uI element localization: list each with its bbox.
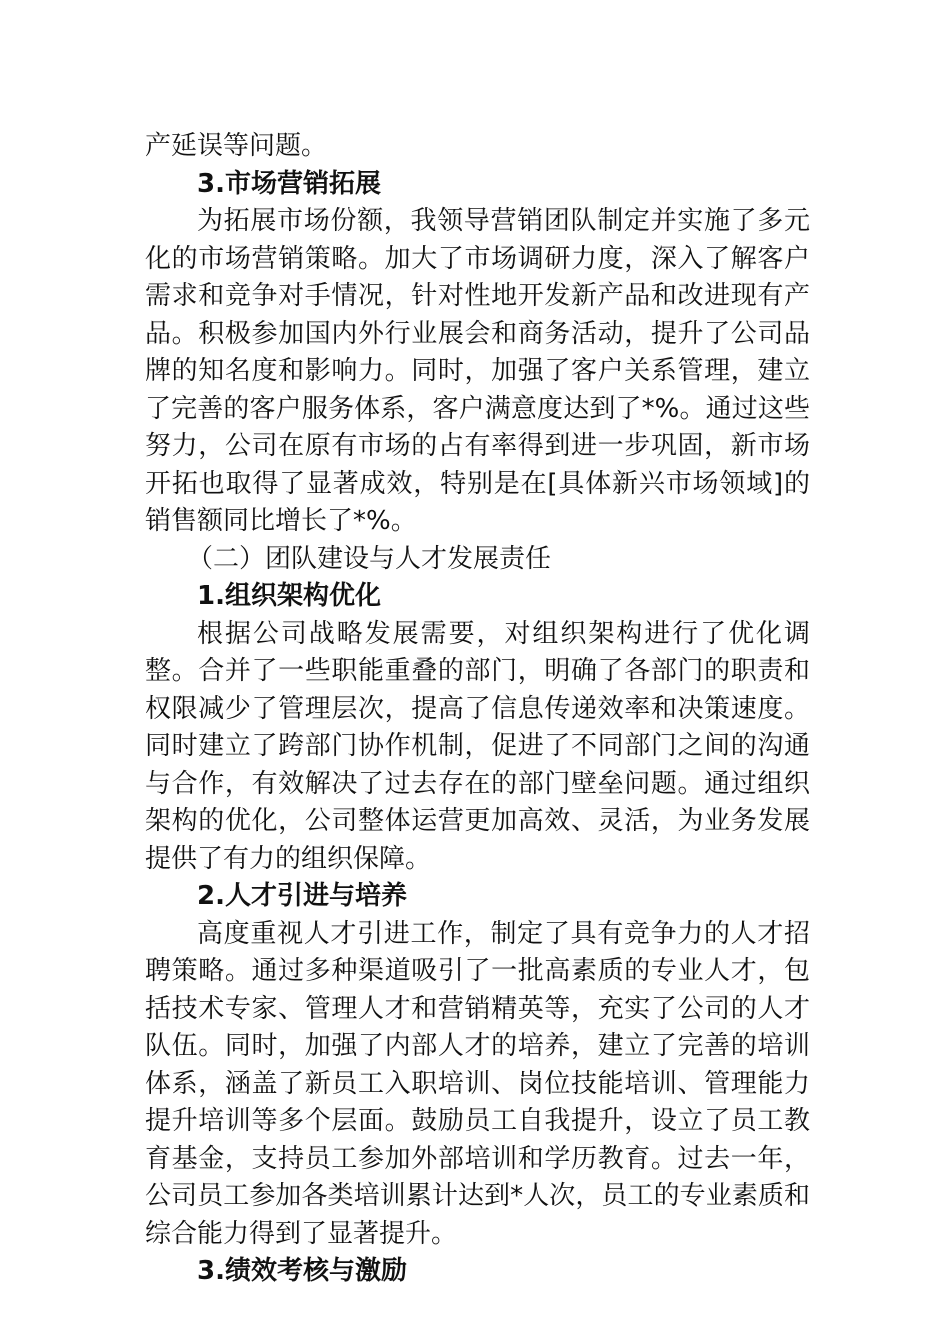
paragraph-org-structure: 根据公司战略发展需要，对组织架构进行了优化调整。合并了一些职能重叠的部门，明确了各部门的职责和权限减少了管理层次，提高了信息传递效率和决策速度。同时建立了跨部门协作机制，促进了不同部门之间的沟通与合作，有效解决了过去存在的部门壁垒问题。通过组织架构的优化，公司整体运营更加高效、灵活，为业务发展提供了有力的组织保障。 bbox=[145, 618, 810, 874]
heading-performance: 3.绩效考核与激励 bbox=[197, 1256, 407, 1286]
paragraph-talent: 高度重视人才引进工作，制定了具有竞争力的人才招聘策略。通过多种渠道吸引了一批高素质的专业人才，包括技术专家、管理人才和营销精英等，充实了公司的人才队伍。同时，加强了内部人才的培养，建立了完善的培训体系，涵盖了新员工入职培训、岗位技能培训、管理能力提升培训等多个层面。鼓励员工自我提升，设立了员工教育基金，支持员工参加外部培训和学历教育。过去一年，公司员工参加各类培训累计达到*人次，员工的专业素质和综合能力得到了显著提升。 bbox=[145, 918, 810, 1249]
paragraph-market-expansion: 为拓展市场份额，我领导营销团队制定并实施了多元化的市场营销策略。加大了市场调研力度，深入了解客户需求和竞争对手情况，针对性地开发新产品和改进现有产品。积极参加国内外行业展会和商务活动，提升了公司品牌的知名度和影响力。同时，加强了客户关系管理，建立了完善的客户服务体系，客户满意度达到了*%。通过这些努力，公司在原有市场的占有率得到进一步巩固，新市场开拓也取得了显著成效，特别是在[具体新兴市场领域]的销售额同比增长了*%。 bbox=[145, 206, 810, 536]
heading-org-structure: 1.组织架构优化 bbox=[197, 581, 381, 611]
heading-talent: 2.人才引进与培养 bbox=[197, 881, 407, 911]
heading-market-expansion: 3.市场营销拓展 bbox=[197, 168, 381, 199]
document-body bbox=[145, 128, 810, 1291]
subsection-team-building: （二）团队建设与人才发展责任 bbox=[187, 543, 552, 574]
paragraph-continuation: 产延误等问题。 bbox=[145, 131, 328, 161]
